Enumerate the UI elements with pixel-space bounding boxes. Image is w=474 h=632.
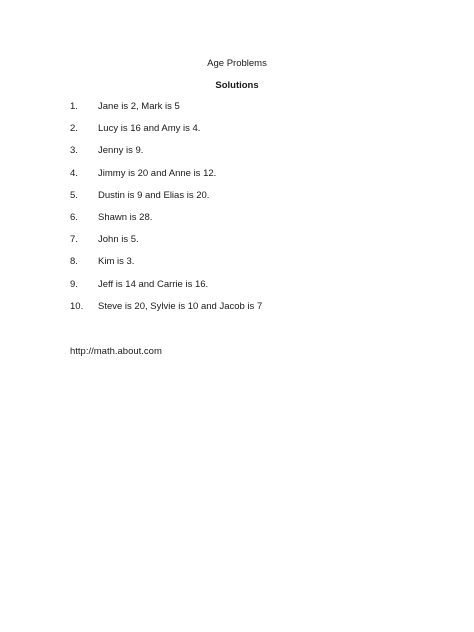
item-number: 8. [70,256,78,268]
item-number: 6. [70,211,78,223]
item-text: Kim is 3. [98,256,135,268]
source-url: http://math.about.com [70,346,162,357]
list-item [70,256,262,278]
list-item [70,168,262,190]
item-text: Jimmy is 20 and Anne is 12. [98,167,217,179]
item-text: Lucy is 16 and Amy is 4. [98,123,201,135]
section-heading: Solutions [215,80,259,91]
item-text: Steve is 20, Sylvie is 10 and Jacob is 7 [98,300,263,312]
item-number: 5. [70,189,78,201]
list-item [70,190,262,212]
list-item [70,212,262,234]
item-text: Shawn is 28. [98,211,153,223]
item-number: 4. [70,167,78,179]
answer-list [70,101,262,323]
item-text: John is 5. [98,234,139,246]
item-number: 3. [70,145,78,157]
item-number: 10. [70,300,84,312]
list-item [70,123,262,145]
list-item [70,234,262,256]
list-item [70,145,262,167]
item-number: 2. [70,123,78,135]
item-text: Jenny is 9. [98,145,144,157]
item-text: Jane is 2, Mark is 5 [98,101,180,112]
item-number: 7. [70,234,78,246]
item-number: 1. [70,101,78,112]
item-text: Jeff is 14 and Carrie is 16. [98,278,209,290]
page-title: Age Problems [207,58,267,69]
item-number: 9. [70,278,78,290]
list-item [70,301,262,323]
item-text: Dustin is 9 and Elias is 20. [98,189,210,201]
list-item [70,101,262,123]
list-item [70,279,262,301]
